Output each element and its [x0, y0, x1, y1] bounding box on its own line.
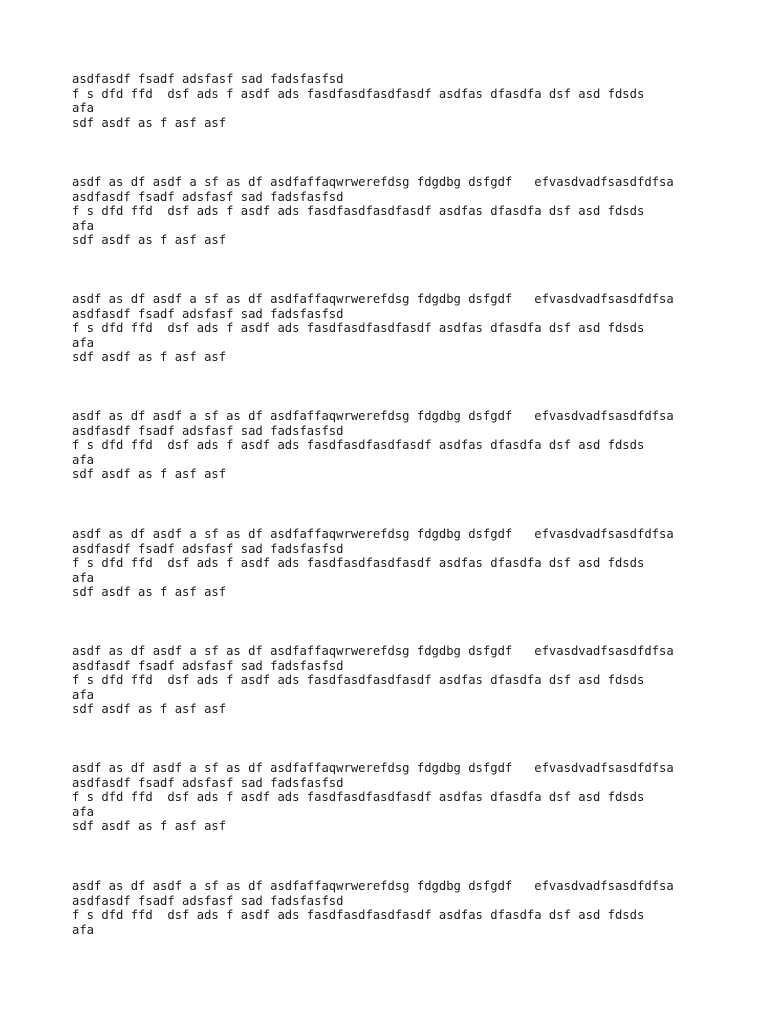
text-line: afa [72, 687, 95, 702]
text-block-5 [72, 527, 732, 600]
text-block-3 [72, 292, 732, 365]
text-line: sdf asdf as f asf asf [72, 467, 227, 482]
text-line: sdf asdf as f asf asf [72, 819, 227, 834]
text-line: asdf as df asdf a sf as df asdfaffaqwrwerefdsg fdgdbg dsfgdf efvasdvadfsasdfdfsa [72, 879, 674, 893]
text-line: f s dfd ffd dsf ads f asdf ads fasdfasdfasdfasdf asdfas dfasdfa dsf asd fdsds [72, 86, 645, 101]
text-line: asdfasdf fsadf adsfasf sad fadsfasfsd [72, 306, 344, 321]
text-line: asdfasdf fsadf adsfasf sad fadsfasfsd [72, 72, 344, 86]
text-block-7 [72, 761, 732, 834]
text-line: asdf as df asdf a sf as df asdfaffaqwrwerefdsg fdgdbg dsfgdf efvasdvadfsasdfdfsa [72, 409, 674, 423]
text-line: asdfasdf fsadf adsfasf sad fadsfasfsd [72, 189, 344, 204]
text-line: sdf asdf as f asf asf [72, 233, 227, 248]
text-line: asdfasdf fsadf adsfasf sad fadsfasfsd [72, 658, 344, 673]
text-line: afa [72, 335, 95, 350]
text-line: asdf as df asdf a sf as df asdfaffaqwrwerefdsg fdgdbg dsfgdf efvasdvadfsasdfdfsa [72, 175, 674, 189]
text-line: sdf asdf as f asf asf [72, 115, 227, 130]
text-block-2 [72, 175, 732, 248]
text-line: asdfasdf fsadf adsfasf sad fadsfasfsd [72, 775, 344, 790]
text-line: asdfasdf fsadf adsfasf sad fadsfasfsd [72, 423, 344, 438]
text-line: f s dfd ffd dsf ads f asdf ads fasdfasdfasdfasdf asdfas dfasdfa dsf asd fdsds [72, 556, 645, 571]
text-block-6 [72, 644, 732, 717]
text-line: afa [72, 218, 95, 233]
text-block-8 [72, 879, 732, 937]
text-line: asdfasdf fsadf adsfasf sad fadsfasfsd [72, 893, 344, 908]
text-line: asdf as df asdf a sf as df asdfaffaqwrwerefdsg fdgdbg dsfgdf efvasdvadfsasdfdfsa [72, 292, 674, 306]
text-line: f s dfd ffd dsf ads f asdf ads fasdfasdfasdfasdf asdfas dfasdfa dsf asd fdsds [72, 438, 645, 453]
text-line: afa [72, 452, 95, 467]
text-line: sdf asdf as f asf asf [72, 350, 227, 365]
text-line: asdfasdf fsadf adsfasf sad fadsfasfsd [72, 541, 344, 556]
text-line: f s dfd ffd dsf ads f asdf ads fasdfasdfasdfasdf asdfas dfasdfa dsf asd fdsds [72, 790, 645, 805]
text-line: afa [72, 922, 95, 937]
text-line: asdf as df asdf a sf as df asdfaffaqwrwerefdsg fdgdbg dsfgdf efvasdvadfsasdfdfsa [72, 761, 674, 775]
text-line: f s dfd ffd dsf ads f asdf ads fasdfasdfasdfasdf asdfas dfasdfa dsf asd fdsds [72, 908, 645, 923]
text-line: sdf asdf as f asf asf [72, 585, 227, 600]
text-block-4 [72, 409, 732, 482]
text-line: f s dfd ffd dsf ads f asdf ads fasdfasdfasdfasdf asdfas dfasdfa dsf asd fdsds [72, 673, 645, 688]
text-line: f s dfd ffd dsf ads f asdf ads fasdfasdfasdfasdf asdfas dfasdfa dsf asd fdsds [72, 204, 645, 219]
text-line: afa [72, 570, 95, 585]
text-line: f s dfd ffd dsf ads f asdf ads fasdfasdfasdfasdf asdfas dfasdfa dsf asd fdsds [72, 321, 645, 336]
text-line: sdf asdf as f asf asf [72, 702, 227, 717]
text-block-1 [72, 72, 732, 130]
text-line: asdf as df asdf a sf as df asdfaffaqwrwerefdsg fdgdbg dsfgdf efvasdvadfsasdfdfsa [72, 644, 674, 658]
text-line: afa [72, 101, 95, 116]
text-line: afa [72, 804, 95, 819]
text-line: asdf as df asdf a sf as df asdfaffaqwrwerefdsg fdgdbg dsfgdf efvasdvadfsasdfdfsa [72, 527, 674, 541]
